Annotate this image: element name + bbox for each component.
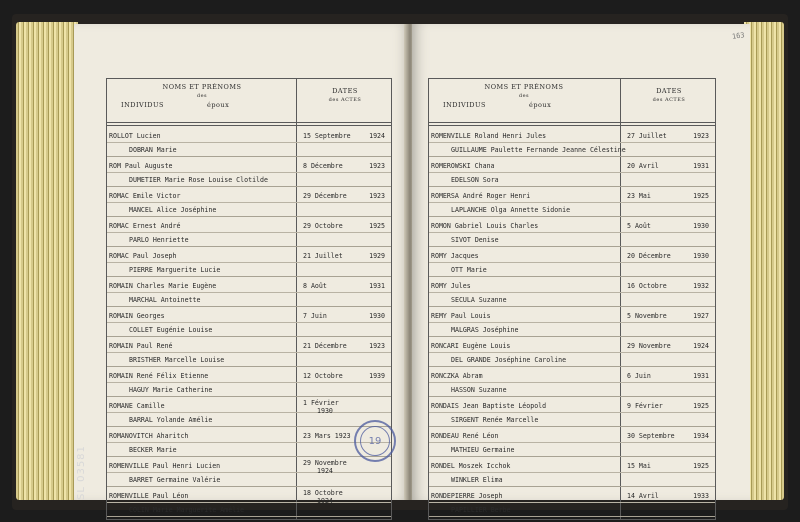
husband-name: ROMY Jacques [431,252,479,260]
header-des: des [518,93,530,99]
act-date-year: 1939 [369,372,385,380]
act-date [627,132,713,140]
entry-rule [107,262,391,263]
act-date-day: 30 Septembre [627,432,675,440]
husband-name: ROM Paul Auguste [109,162,173,170]
husband-name: ROMAIN Charles Marie Eugène [109,282,217,290]
act-date [303,342,389,350]
act-date-day: 1 Février [303,399,339,407]
act-date [627,222,713,230]
wife-name: PAPILLIER Berbe [451,506,511,514]
act-date-day: 14 Avril [627,492,659,500]
act-date-year: 1925 [369,222,385,230]
header-dates [621,87,717,105]
act-date-year: 1931 [693,162,709,170]
husband-name: RONDEAU René Léon [431,432,499,440]
entry-rule [429,156,715,157]
entry-rule [429,442,715,443]
entry-rule [429,202,715,203]
wife-name: EDELSON Sora [451,176,499,184]
header-dates-title: DATES [656,87,682,95]
register-entry [107,129,391,157]
act-date-year: 1934 [693,432,709,440]
entry-rule [107,216,391,217]
wife-name: MATHIEU Germaine [451,446,515,454]
act-date [627,372,713,380]
husband-name: ROMENVILLE Paul Henri Lucien [109,462,221,470]
entry-rule [107,186,391,187]
register-entry [107,159,391,187]
husband-name: ROMAIN René Félix Etienne [109,372,209,380]
husband-name: ROMANE Camille [109,402,165,410]
act-date-day: 27 Juillet [627,132,667,140]
page-number: 163 [731,31,746,41]
entry-rule [429,412,715,413]
act-date-day: 8 Décembre [303,162,343,170]
page-edges-left [16,22,78,500]
act-date-day: 15 Mai [627,462,651,470]
wife-name: HAGUY Marie Catherine [129,386,213,394]
wife-name: BECKER Marie [129,446,177,454]
act-date [627,402,713,410]
act-date [627,312,713,320]
wife-name: SIRGENT Renée Marcelle [451,416,539,424]
register-entry [107,459,391,487]
register-table-right [428,78,716,520]
husband-name: REMY Paul Louis [431,312,491,320]
entry-rule [429,142,715,143]
entry-rule [107,472,391,473]
entry-rule [429,382,715,383]
header-dates-title: DATES [332,87,358,95]
act-date-day: 7 Juin [303,312,327,320]
entry-rule [429,486,715,487]
entry-rule [429,186,715,187]
act-date-year: 1925 [693,402,709,410]
entry-rule [107,292,391,293]
act-date-day: 8 Août [303,282,327,290]
wife-name: COLLET Eugénie Louise [129,326,213,334]
act-date-year: 1923 [369,162,385,170]
entry-rule [107,352,391,353]
header-individus: INDIVIDUS [443,101,486,109]
wife-name: DOBRAN Marie [129,146,177,154]
wife-name: MALGRAS Joséphine [451,326,519,334]
act-date-day: 23 Mars 1923 [303,432,351,440]
act-date-day: 9 Février [627,402,663,410]
act-date-day: 29 Novembre [303,459,347,467]
entry-rule [429,426,715,427]
husband-name: ROLLOT Lucien [109,132,161,140]
act-date-year: 1930 [369,312,385,320]
register-entry [429,309,715,337]
stamp-number: 19 [368,435,382,447]
act-date-year: 1924 [693,342,709,350]
entry-rule [107,412,391,413]
act-date [627,192,713,200]
header-epoux: époux [529,101,552,109]
husband-name: ROMEROWSKI Chana [431,162,495,170]
header-des-actes: des ACTES [328,97,362,103]
act-date-year: 1923 [369,192,385,200]
act-date [303,252,389,260]
act-date-day: 5 Août [627,222,651,230]
wife-name: DEL GRANDE Joséphine Caroline [451,356,567,364]
wife-name: SIVOT Denise [451,236,499,244]
husband-name: ROMAC Ernest André [109,222,181,230]
act-date-day: 16 Octobre [627,282,667,290]
wife-name: PIERRE Marguerite Lucie [129,266,221,274]
entry-rule [107,322,391,323]
entry-rule [107,456,391,457]
wife-name: MANCEL Alice Joséphine [129,206,217,214]
act-date [303,222,389,230]
act-date [627,252,713,260]
entry-rule [107,502,391,503]
entry-rule [429,472,715,473]
act-date [303,312,389,320]
entry-rule [107,382,391,383]
wife-name: BARRAL Yolande Amélie [129,416,213,424]
act-date-day: 21 Décembre [303,342,347,350]
entry-rule [429,262,715,263]
register-entry [429,129,715,157]
header-des-actes: des ACTES [652,97,686,103]
entry-rule [107,202,391,203]
entry-rule [429,396,715,397]
header-rule [107,125,391,126]
act-date-day: 20 Avril [627,162,659,170]
husband-name: ROMAIN Georges [109,312,165,320]
register-entry [107,249,391,277]
act-date [303,282,389,290]
header-rule [107,122,391,123]
act-date [627,492,713,500]
register-entry [429,189,715,217]
register-entry [429,429,715,457]
entry-rule [107,336,391,337]
register-entry [429,459,715,487]
act-date-year: 1923 [693,132,709,140]
register-entry [429,159,715,187]
act-date-day: 20 Décembre [627,252,671,260]
act-date-year: 1924 [317,467,333,475]
entry-rule [107,232,391,233]
husband-name: ROMANOVITCH Aharitch [109,432,189,440]
act-date-year: 1930 [693,252,709,260]
header-rule [429,125,715,126]
act-date [627,432,713,440]
act-date-year: 1929 [369,252,385,260]
register-entry [429,339,715,367]
entry-rule [107,142,391,143]
header-names [429,83,619,111]
entry-rule [429,292,715,293]
act-date-day: 23 Mai [627,192,651,200]
husband-name: ROMAC Emile Victor [109,192,181,200]
wife-name: GUILLAUME Paulette Fernande Jeanne Célestine [451,146,626,154]
entry-rule [429,306,715,307]
entry-rule [429,232,715,233]
register-entry [429,219,715,247]
header-rule [429,122,715,123]
header-names-title: NOMS ET PRÉNOMS [484,83,564,91]
register-entry [429,249,715,277]
archive-stamp [354,420,396,462]
wife-name: SECULA Suzanne [451,296,507,304]
entry-rule [429,352,715,353]
register-entry [107,309,391,337]
act-date-day: 6 Juin [627,372,651,380]
register-entry [429,369,715,397]
act-date-day: 12 Octobre [303,372,343,380]
act-date-day: 29 Novembre [627,342,671,350]
wife-name: BARRET Germaine Valérie [129,476,221,484]
entry-rule [107,366,391,367]
register-entry [107,279,391,307]
husband-name: RONCZKA Abram [431,372,483,380]
register-table-left [106,78,392,520]
entry-rule [429,246,715,247]
act-date [303,132,389,140]
register-entry [429,489,715,517]
wife-name: BRISTHER Marcelle Louise [129,356,225,364]
husband-name: RONDEL Moszek Icchok [431,462,511,470]
entry-rule [107,396,391,397]
register-entry [107,429,391,457]
act-date-year: 1924 [317,497,333,505]
act-date-year: 1927 [693,312,709,320]
entry-rule [107,276,391,277]
act-date-day: 21 Juillet [303,252,343,260]
register-entry [107,219,391,247]
husband-name: ROMON Gabriel Louis Charles [431,222,539,230]
husband-name: ROMY Jules [431,282,471,290]
register-entry [107,189,391,217]
act-date [627,462,713,470]
wife-name: HASSON Suzanne [451,386,507,394]
register-entry [107,339,391,367]
shelf-mark: SL 03581 [76,445,87,500]
husband-name: RONDEPIERRE Joseph [431,492,503,500]
act-date-year: 1924 [369,132,385,140]
husband-name: ROMERSA André Roger Henri [431,192,531,200]
act-date [303,162,389,170]
entry-rule [429,216,715,217]
act-date-day: 29 Décembre [303,192,347,200]
wife-name: PARLO Henriette [129,236,189,244]
header-des: des [196,93,208,99]
entry-rule [107,426,391,427]
act-date [627,282,713,290]
husband-name: ROMENVILLE Paul Léon [109,492,189,500]
entry-rule [429,516,715,517]
header-dates [297,87,393,105]
register-entry [107,369,391,397]
entry-rule [107,172,391,173]
entry-rule [429,456,715,457]
act-date-day: 15 Septembre [303,132,351,140]
wife-name: DUMETIER Marie Rose Louise Clotilde [129,176,268,184]
wife-name: MARCHAL Antoinette [129,296,201,304]
register-entry [107,399,391,427]
act-date-day: 18 Octobre [303,489,343,497]
entry-rule [107,516,391,517]
wife-name: COLIN Marie Marguerite Amélie [129,506,245,514]
act-date-year: 1932 [693,282,709,290]
act-date [627,342,713,350]
entry-rule [107,442,391,443]
right-page [412,24,750,514]
register-entry [429,399,715,427]
husband-name: RONCARI Eugène Louis [431,342,511,350]
entry-rule [429,366,715,367]
act-date-year: 1933 [693,492,709,500]
register-entry [107,489,391,517]
act-date [627,162,713,170]
husband-name: ROMAIN Paul René [109,342,173,350]
act-date-year: 1931 [369,282,385,290]
entry-rule [429,322,715,323]
act-date-year: 1931 [693,372,709,380]
entry-rule [107,486,391,487]
wife-name: LAPLANCHE Olga Annette Sidonie [451,206,571,214]
header-epoux: époux [207,101,230,109]
header-individus: INDIVIDUS [121,101,164,109]
header-names [107,83,297,111]
entry-rule [107,156,391,157]
header-names-title: NOMS ET PRÉNOMS [162,83,242,91]
page-edges-right [744,22,784,500]
entry-rule [107,306,391,307]
wife-name: OTT Marie [451,266,487,274]
act-date-year: 1923 [369,342,385,350]
entry-rule [107,246,391,247]
wife-name: WINKLER Elima [451,476,503,484]
act-date-year: 1930 [693,222,709,230]
husband-name: RONDAIS Jean Baptiste Léopold [431,402,547,410]
entry-rule [429,502,715,503]
entry-rule [429,172,715,173]
entry-rule [429,276,715,277]
act-date [303,192,389,200]
act-date-day: 5 Novembre [627,312,667,320]
act-date-year: 1930 [317,407,333,415]
act-date [303,372,389,380]
husband-name: ROMAC Paul Joseph [109,252,177,260]
act-date-day: 29 Octobre [303,222,343,230]
husband-name: ROMENVILLE Roland Henri Jules [431,132,547,140]
act-date-year: 1925 [693,192,709,200]
register-entry [429,279,715,307]
entry-rule [429,336,715,337]
act-date-year: 1925 [693,462,709,470]
